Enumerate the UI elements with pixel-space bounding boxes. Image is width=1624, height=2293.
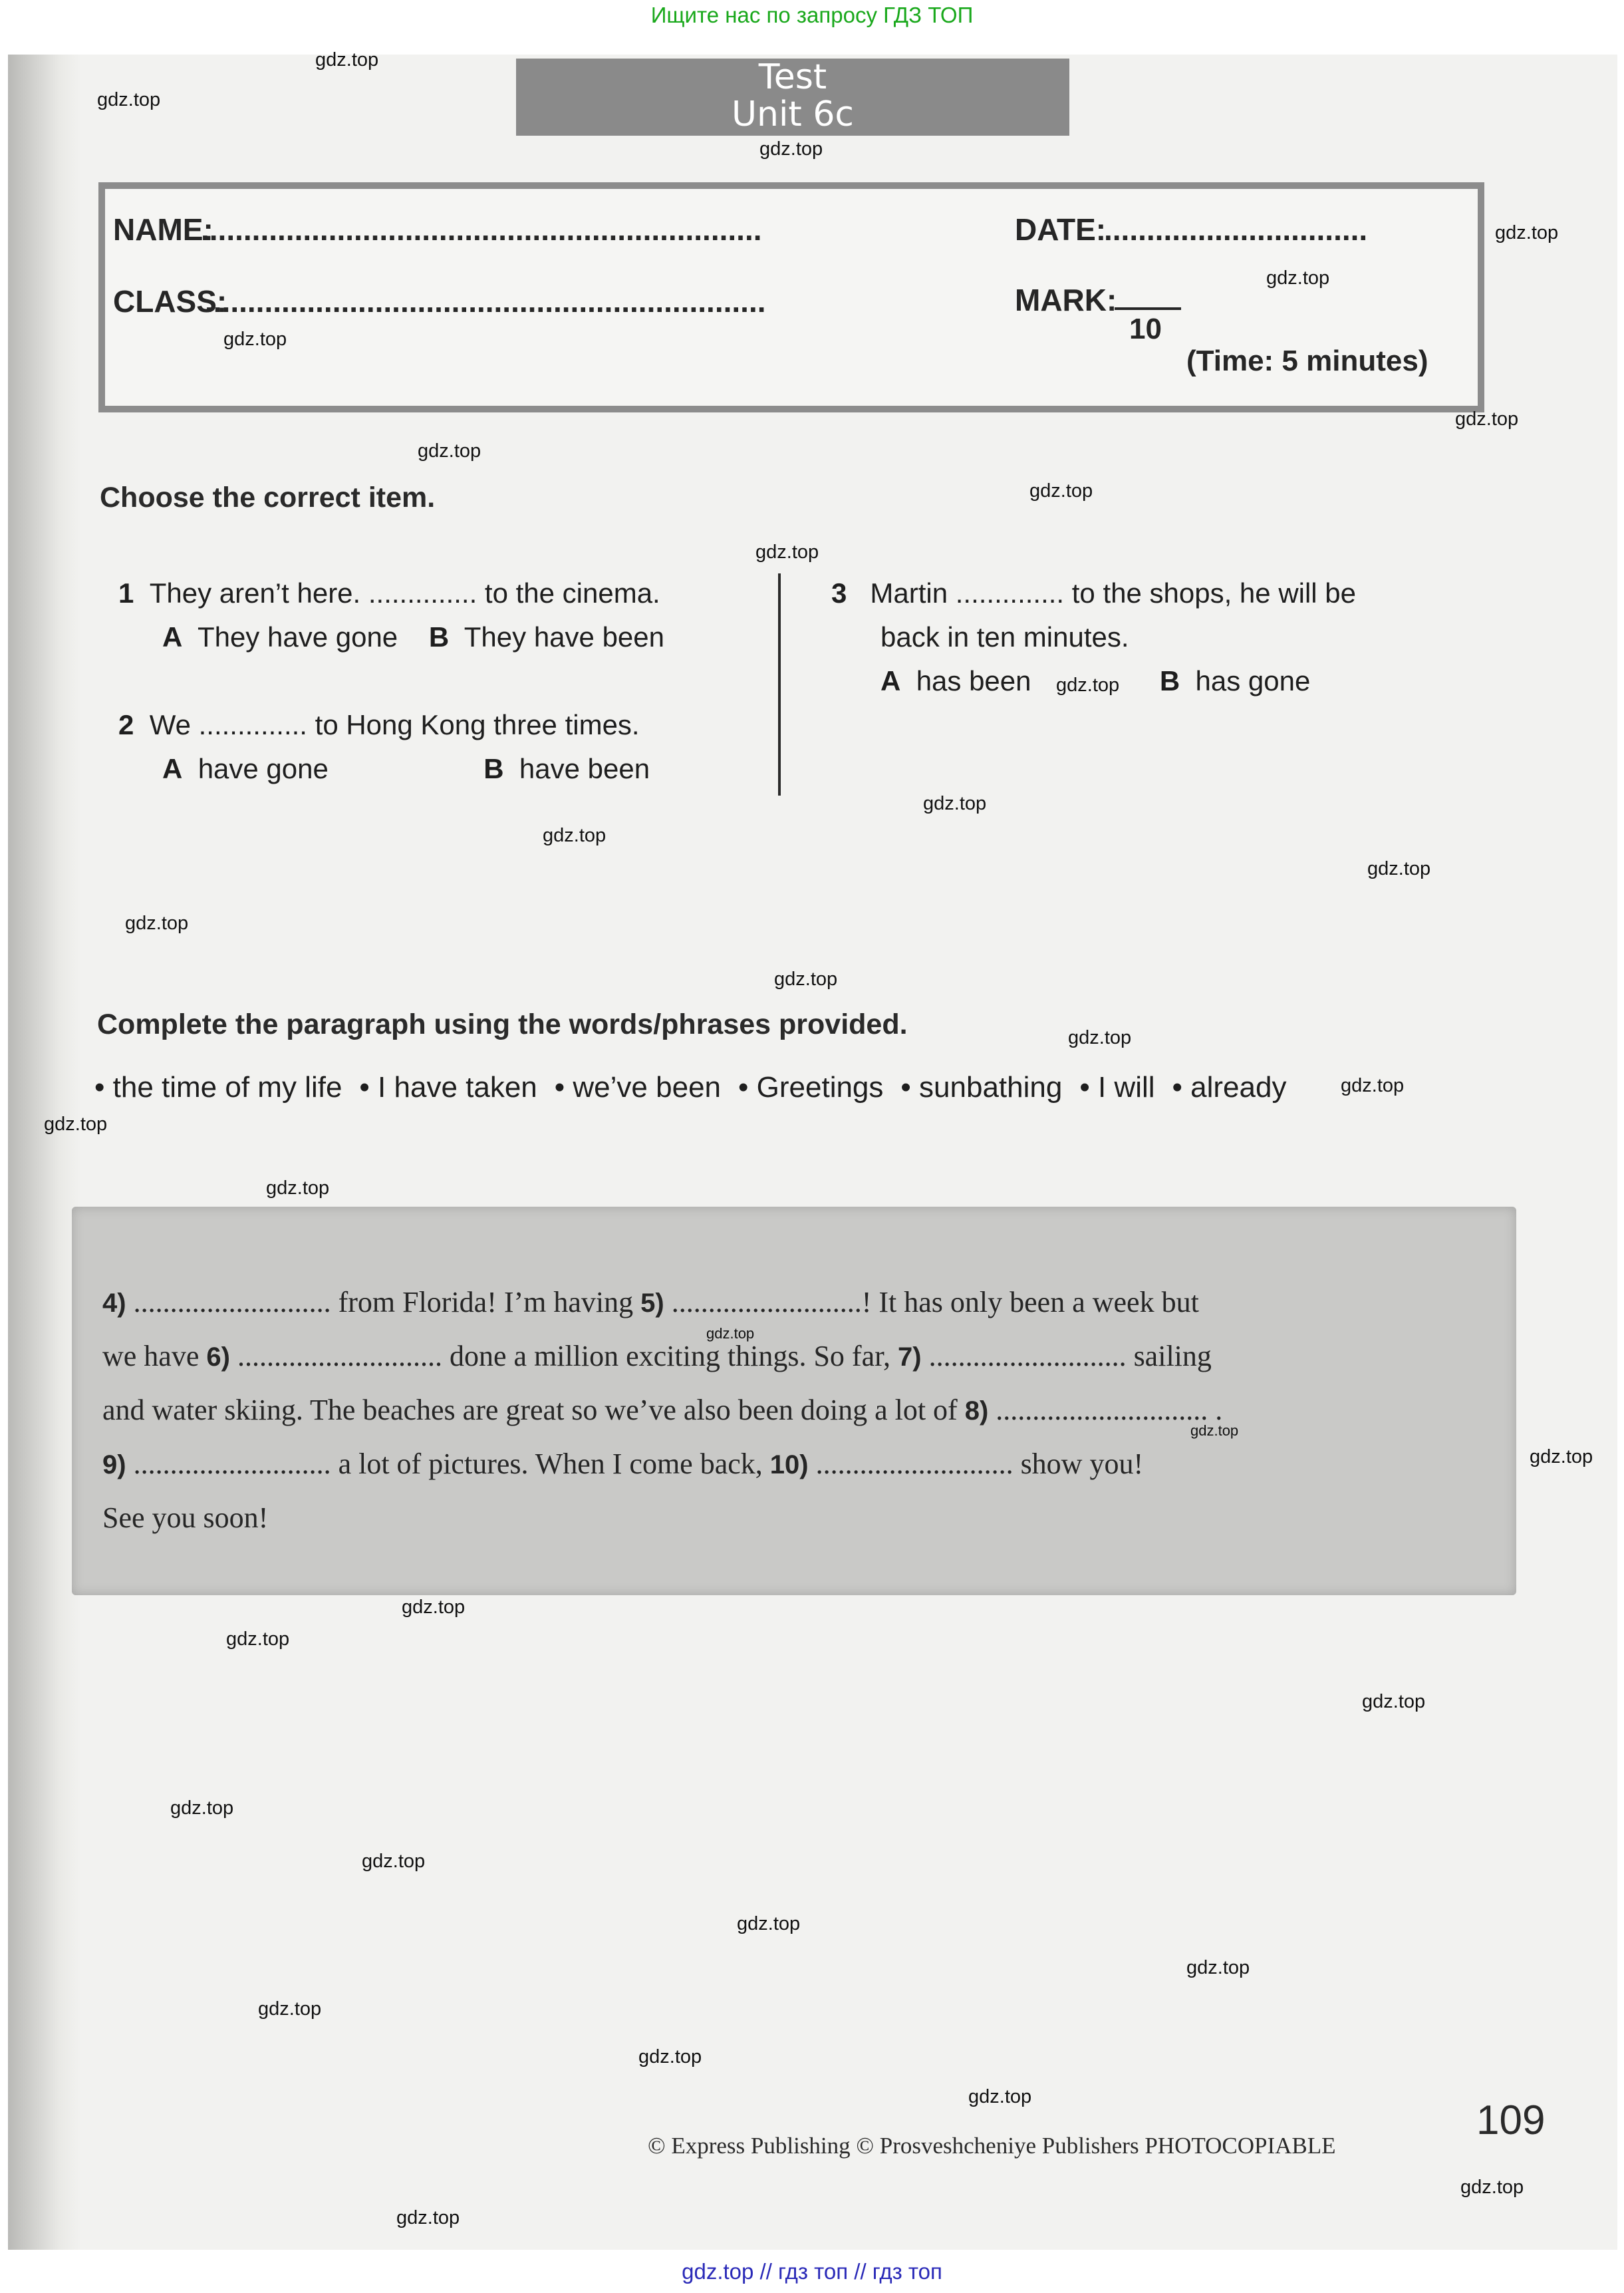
option-b[interactable]: have been xyxy=(519,753,650,784)
option-a-label: A xyxy=(880,665,901,696)
top-banner[interactable]: Ищите нас по запросу ГДЗ ТОП xyxy=(650,3,974,27)
page-spine-shadow xyxy=(8,55,81,2250)
watermark: gdz.top xyxy=(968,2086,1032,2107)
watermark: gdz.top xyxy=(258,1998,322,2020)
question-1-options xyxy=(162,621,664,653)
watermark: gdz.top xyxy=(737,1913,801,1934)
watermark: gdz.top xyxy=(1029,480,1093,502)
gap-fill-paragraph xyxy=(102,1276,1466,1545)
watermark: gdz.top xyxy=(1190,1422,1239,1439)
title-line-2: Unit 6c xyxy=(731,94,855,134)
paragraph-line-4: 9) ........................... a lot of pictures. When I come back, 10) ........................... show you! xyxy=(102,1448,1144,1480)
watermark: gdz.top xyxy=(315,49,379,71)
time-limit: (Time: 5 minutes) xyxy=(1186,345,1428,377)
question-3 xyxy=(831,577,1356,609)
question-number: 3 xyxy=(831,577,847,609)
watermark: gdz.top xyxy=(543,825,607,846)
option-b-label: B xyxy=(428,621,450,653)
watermark: gdz.top xyxy=(396,2207,460,2228)
watermark: gdz.top xyxy=(362,1851,426,1872)
watermark: gdz.top xyxy=(1362,1691,1426,1712)
option-a-label: A xyxy=(162,753,183,784)
class-label: CLASS: xyxy=(113,284,227,319)
date-field[interactable]: ............................... xyxy=(1104,212,1368,247)
watermark: gdz.top xyxy=(170,1797,234,1819)
watermark: gdz.top xyxy=(1186,1957,1250,1978)
question-number: 1 xyxy=(118,577,134,609)
watermark: gdz.top xyxy=(1460,2177,1524,2198)
watermark: gdz.top xyxy=(923,793,987,814)
watermark: gdz.top xyxy=(223,329,287,350)
watermark: gdz.top xyxy=(755,541,819,563)
watermark: gdz.top xyxy=(1341,1075,1405,1096)
option-b-label: B xyxy=(483,753,504,784)
title-line-1: Test xyxy=(758,57,827,97)
word-bank-item: • I have taken xyxy=(359,1071,537,1104)
watermark: gdz.top xyxy=(774,969,838,990)
watermark: gdz.top xyxy=(638,2046,702,2067)
watermark: gdz.top xyxy=(1530,1446,1593,1467)
word-bank-item: • we’ve been xyxy=(554,1071,722,1104)
option-a[interactable]: have gone xyxy=(198,753,329,784)
watermark: gdz.top xyxy=(1056,675,1120,696)
option-a[interactable]: has been xyxy=(916,665,1031,696)
word-bank-item: • already xyxy=(1172,1071,1287,1104)
option-b-label: B xyxy=(1159,665,1180,696)
class-field[interactable]: .................................................................. xyxy=(205,284,766,319)
section-1-heading: Choose the correct item. xyxy=(100,482,436,514)
option-b[interactable]: They have been xyxy=(464,621,664,653)
test-title-box xyxy=(516,59,1069,136)
bottom-banner-links[interactable]: gdz.top // гдз топ // гдз топ xyxy=(682,2259,942,2284)
watermark: gdz.top xyxy=(418,440,481,462)
word-bank xyxy=(94,1071,1303,1104)
watermark: gdz.top xyxy=(266,1177,330,1199)
watermark: gdz.top xyxy=(706,1325,755,1342)
paragraph-line-5: See you soon! xyxy=(102,1501,269,1534)
watermark: gdz.top xyxy=(44,1114,108,1135)
question-2 xyxy=(118,709,640,741)
page-number: 109 xyxy=(1476,2097,1546,2143)
question-2-options xyxy=(162,753,650,785)
mark-label: MARK: xyxy=(1015,283,1117,317)
watermark: gdz.top xyxy=(97,89,161,110)
question-text: Martin .............. to the shops, he will be xyxy=(870,577,1357,609)
word-bank-item: • sunbathing xyxy=(900,1071,1063,1104)
question-number: 2 xyxy=(118,709,134,740)
name-field[interactable]: .................................................................. xyxy=(201,212,762,247)
paragraph-line-3: and water skiing. The beaches are great so we’ve also been doing a lot of 8) ............................. . xyxy=(102,1394,1223,1426)
watermark: gdz.top xyxy=(1495,222,1559,243)
section-2-heading: Complete the paragraph using the words/phrases provided. xyxy=(97,1008,908,1040)
column-divider xyxy=(778,573,781,796)
question-text: We .............. to Hong Kong three times. xyxy=(149,709,640,740)
mark-fraction-line xyxy=(1115,307,1181,310)
question-3-text-line-2: back in ten minutes. xyxy=(880,621,1129,653)
word-bank-item: • the time of my life xyxy=(94,1071,342,1104)
watermark: gdz.top xyxy=(125,913,189,934)
watermark: gdz.top xyxy=(402,1597,466,1618)
name-label: NAME: xyxy=(113,212,213,247)
word-bank-item: • Greetings xyxy=(738,1071,884,1104)
option-a[interactable]: They have gone xyxy=(197,621,398,653)
option-a-label: A xyxy=(162,621,183,653)
watermark: gdz.top xyxy=(759,138,823,160)
option-b[interactable]: has gone xyxy=(1195,665,1311,696)
watermark: gdz.top xyxy=(1455,408,1519,430)
watermark: gdz.top xyxy=(1266,267,1330,289)
question-1 xyxy=(118,577,660,609)
question-text: They aren’t here. .............. to the cinema. xyxy=(149,577,660,609)
watermark: gdz.top xyxy=(1367,858,1431,879)
paragraph-line-1: 4) ........................... from Florida! I’m having 5) ..........................! It has only been a week but xyxy=(102,1286,1199,1318)
date-label: DATE: xyxy=(1015,212,1107,247)
word-bank-item: • I will xyxy=(1079,1071,1155,1104)
mark-total: 10 xyxy=(1129,313,1162,345)
watermark: gdz.top xyxy=(1068,1027,1132,1048)
watermark: gdz.top xyxy=(226,1628,290,1650)
copyright-footer: © Express Publishing © Prosveshcheniye Publishers PHOTOCOPIABLE xyxy=(648,2133,1336,2159)
paragraph-line-2: we have 6) ............................ done a million exciting things. So far, 7) ........................... sailing xyxy=(102,1340,1212,1372)
